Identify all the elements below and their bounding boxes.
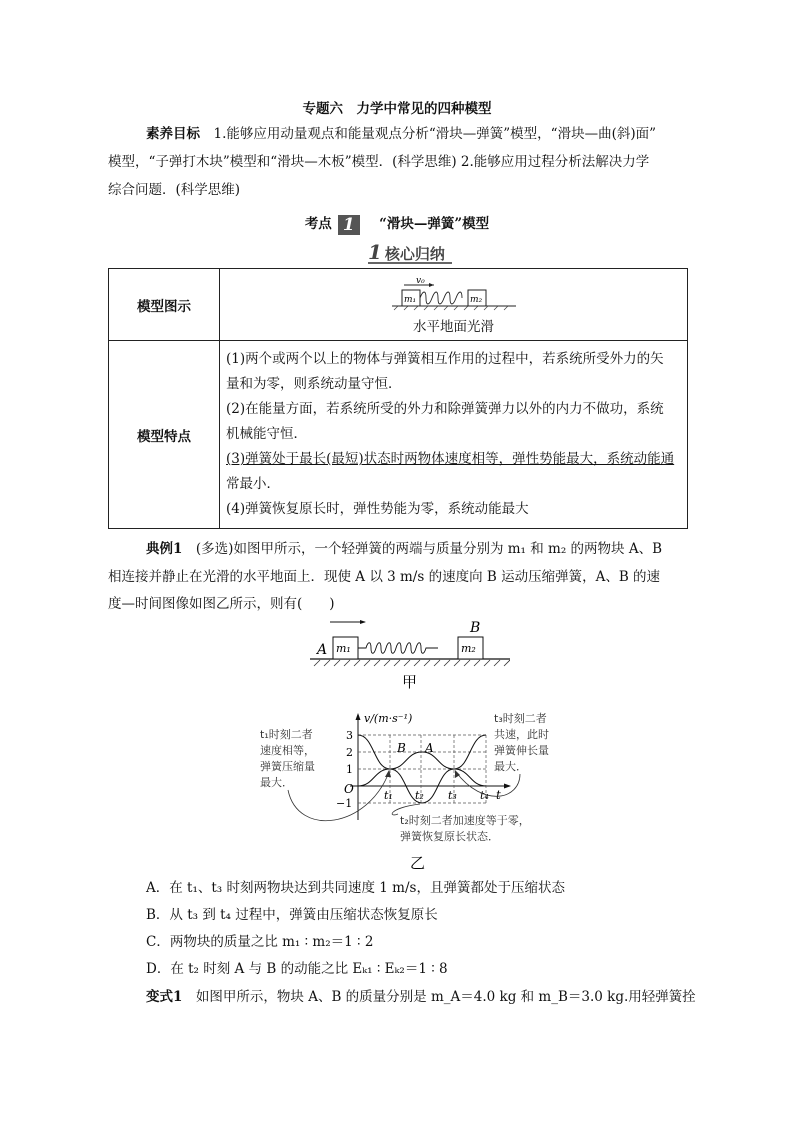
variant-line bbox=[146, 987, 696, 1007]
option-c: C．两物块的质量之比 m₁ ∶ m₂＝1 ∶ 2 bbox=[146, 934, 374, 950]
note-right-4: 最大． bbox=[494, 760, 527, 773]
goal-label: 素养目标 bbox=[146, 126, 200, 142]
y-tick: 3 bbox=[346, 729, 353, 742]
origin-label: O bbox=[344, 782, 354, 796]
feature-line: (2)在能量方面，若系统所受的外力和除弹簧弹力以外的内力不做功，系统 bbox=[226, 401, 664, 417]
label-B: B bbox=[470, 620, 481, 636]
feature-line: (1)两个或两个以上的物体与弹簧相互作用的过程中，若系统所受外力的矢 bbox=[226, 351, 664, 367]
jia-m1-label: m₁ bbox=[336, 642, 351, 655]
caption-yi: 乙 bbox=[410, 854, 426, 872]
y-tick: 2 bbox=[346, 746, 353, 759]
t-tick: t₄ bbox=[480, 789, 489, 802]
example-line-3: 度—时间图像如图乙所示，则有( ) bbox=[108, 596, 335, 612]
jia-m2-label: m₂ bbox=[461, 642, 476, 655]
model-figure-cell bbox=[220, 269, 688, 341]
example-text-1: (多选)如图甲所示，一个轻弹簧的两端与质量分别为 m₁ 和 m₂ 的两物块 A、B bbox=[195, 541, 662, 557]
curve-label-A: A bbox=[425, 741, 434, 755]
caption-jia: 甲 bbox=[402, 673, 418, 691]
section-prefix: 考点 bbox=[304, 216, 332, 232]
example-line-1 bbox=[146, 539, 662, 559]
note-right-1: t₃时刻二者 bbox=[494, 712, 547, 725]
note-left-3: 弹簧压缩量 bbox=[260, 760, 315, 773]
model-table bbox=[108, 268, 688, 529]
t-axis-label: t bbox=[496, 788, 501, 802]
y-axis-label: v/(m·s⁻¹) bbox=[364, 712, 413, 725]
spring bbox=[358, 643, 438, 654]
section-name: “滑块—弹簧”模型 bbox=[379, 216, 490, 232]
goal-text-1: 1.能够应用动量观点和能量观点分析“滑块—弹簧”模型，“滑块—曲(斜)面” bbox=[213, 126, 657, 142]
v0-label: v₀ bbox=[415, 275, 425, 286]
note-left-1: t₁时刻二者 bbox=[260, 728, 313, 741]
note-right-3: 弹簧伸长量 bbox=[494, 744, 549, 757]
table-row bbox=[109, 269, 688, 341]
option-b: B．从 t₃ 到 t₄ 过程中，弹簧由压缩状态恢复原长 bbox=[146, 907, 438, 923]
example-label: 典例1 bbox=[146, 541, 183, 557]
variant-text: 如图甲所示，物块 A、B 的质量分别是 m_A＝4.0 kg 和 m_B＝3.0 kg.用轻弹簧拴 bbox=[195, 989, 696, 1005]
note-right-2: 共速，此时 bbox=[494, 728, 549, 741]
feature-line: 常最小． bbox=[226, 476, 280, 492]
spring-block-diagram bbox=[384, 274, 524, 316]
t-tick: t₃ bbox=[448, 789, 457, 802]
m1-label: m₁ bbox=[403, 294, 416, 305]
spring bbox=[420, 292, 462, 304]
feature-line: (3)弹簧处于最长(最短)状态时两物体速度相等，弹性势能最大，系统动能通 bbox=[226, 451, 675, 467]
row-label-figure: 模型图示 bbox=[109, 269, 220, 341]
label-A: A bbox=[317, 642, 328, 658]
section-number: 1 bbox=[338, 215, 360, 235]
goal-line-2: 模型，“子弹打木块”模型和“滑块—木板”模型．(科学思维) 2.能够应用过程分析法解决力学 bbox=[108, 154, 650, 170]
note-left-4: 最大． bbox=[260, 776, 293, 789]
feature-line: (4)弹簧恢复原长时，弹性势能为零，系统动能最大 bbox=[226, 501, 529, 517]
row-label-features: 模型特点 bbox=[109, 341, 220, 529]
subheading-text: 核心归纳 bbox=[384, 245, 445, 263]
section-heading bbox=[0, 212, 794, 235]
subheading bbox=[368, 240, 452, 264]
series-B-line bbox=[358, 752, 486, 786]
variant-label: 变式1 bbox=[146, 989, 183, 1005]
figure-jia bbox=[310, 615, 510, 695]
feature-line: 量和为零，则系统动量守恒． bbox=[226, 376, 402, 392]
y-tick: −1 bbox=[336, 797, 353, 810]
features-cell bbox=[220, 341, 688, 529]
option-d: D．在 t₂ 时刻 A 与 B 的动能之比 Eₖ₁ ∶ Eₖ₂＝1 ∶ 8 bbox=[146, 961, 448, 977]
m2-label: m₂ bbox=[469, 294, 482, 305]
curve-label-B: B bbox=[397, 741, 406, 755]
figure-yi bbox=[258, 708, 578, 873]
note-left-2: 速度相等， bbox=[260, 744, 315, 757]
t-tick: t₁ bbox=[384, 789, 393, 802]
example-line-2: 相连接并静止在光滑的水平地面上．现使 A 以 3 m/s 的速度向 B 运动压缩弹簧，A、B 的速 bbox=[108, 569, 661, 585]
goal-line-1 bbox=[146, 124, 656, 144]
note-bottom-2: 弹簧恢复原长状态． bbox=[400, 830, 499, 843]
figure-caption: 水平地面光滑 bbox=[413, 318, 494, 335]
option-a: A．在 t₁、t₃ 时刻两物块达到共同速度 1 m/s，且弹簧都处于压缩状态 bbox=[146, 880, 565, 896]
t-tick: t₂ bbox=[415, 789, 424, 802]
y-tick: 1 bbox=[346, 763, 353, 776]
page-title: 专题六 力学中常见的四种模型 bbox=[302, 101, 492, 117]
note-bottom-1: t₂时刻二者加速度等于零， bbox=[400, 814, 530, 827]
subheading-number: 1 bbox=[368, 240, 382, 264]
table-row bbox=[109, 341, 688, 529]
feature-line: 机械能守恒． bbox=[226, 426, 307, 442]
goal-line-3: 综合问题．(科学思维) bbox=[108, 182, 241, 198]
